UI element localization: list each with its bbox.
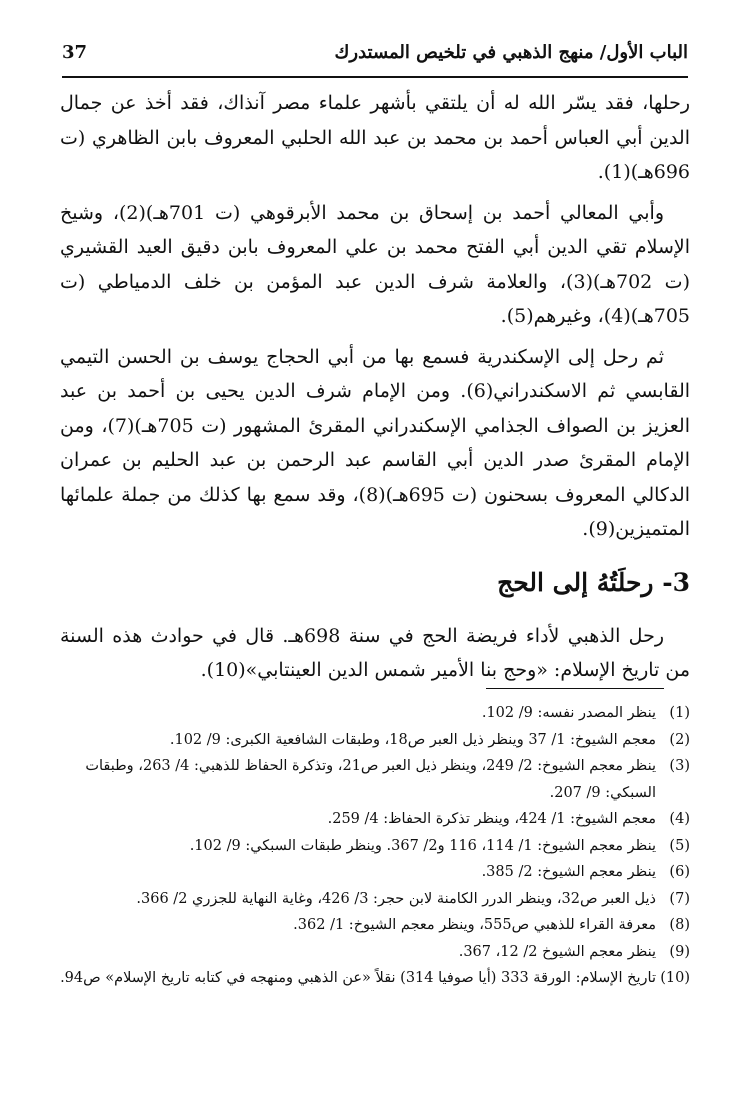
footnote-number: (10): [660, 970, 690, 986]
footnote-text: معجم الشيوخ: 1/ 424، وينظر تذكرة الحفاظ: 4/ 259.: [327, 811, 656, 827]
footnote-number: (6): [669, 864, 690, 880]
footnote-item: [60, 727, 690, 754]
footnote-text: معرفة القراء للذهبي ص555، وينظر معجم الشيوخ: 1/ 362.: [293, 917, 656, 933]
footnote-text: ينظر معجم الشيوخ: 2/ 249، وينظر ذيل العبر ص21، وتذكرة الحفاظ للذهبي: 4/ 263، وطبقات السبكي: 9/ 207.: [85, 758, 656, 801]
footnote-item: [60, 965, 690, 992]
footnote-item: [60, 806, 690, 833]
footnote-item: [60, 833, 690, 860]
footnotes: [60, 700, 690, 992]
footnote-number: (1): [669, 705, 690, 721]
footnote-text: تاريخ الإسلام: الورقة 333 (أيا صوفيا 314) نقلاً «عن الذهبي ومنهجه في كتابه تاريخ الإسلام» ص94.: [60, 970, 656, 986]
footnote-text: ينظر معجم الشيوخ: 2/ 385.: [481, 864, 656, 880]
footnote-number: (8): [669, 917, 690, 933]
footnote-item: [60, 886, 690, 913]
running-title: الباب الأول/ منهج الذهبي في تلخيص المستدرك: [334, 42, 688, 63]
paragraph-3: ثم رحل إلى الإسكندرية فسمع بها من أبي الحجاج يوسف بن الحسن التيمي القابسي ثم الاسكندراني(6). ومن الإمام شرف الدين يحيى بن أحمد بن عبد العزيز بن الصواف الجذامي الإسكندراني المقرئ المشهور (ت 705هـ)(7)، ومن الإمام المقرئ صدر الدين أبي القاسم عبد الرحمن بن عبد الحليم بن عمران الدكالي المعروف بسحنون (ت 695هـ)(8)، وقد سمع بها كذلك من جملة علمائها المتميزين(9).: [60, 345, 691, 540]
footnote-item: [60, 939, 690, 966]
section-heading: 3- رحلَتُهُ إلى الحج: [497, 567, 690, 597]
section-paragraph: رحل الذهبي لأداء فريضة الحج في سنة 698هـ. قال في حوادث هذه السنة من تاريخ الإسلام: «وحج بنا الأمير شمس الدين العينتابي»(10).: [60, 624, 690, 681]
main-text: [60, 86, 690, 694]
footnote-number: (5): [669, 837, 690, 854]
footnote-number: (2): [669, 731, 690, 748]
footnote-number: (3): [669, 758, 690, 774]
page-header: [62, 40, 688, 74]
footnote-number: (4): [669, 811, 690, 827]
footnote-separator: [486, 688, 664, 689]
footnote-text: ذيل العبر ص32، وينظر الدرر الكامنة لابن حجر: 3/ 426، وغاية النهاية للجزري 2/ 366.: [136, 890, 656, 907]
footnote-item: [60, 912, 690, 939]
footnote-number: (7): [669, 890, 690, 907]
paragraph-1: رحلها، فقد يسّر الله له أن يلتقي بأشهر علماء مصر آنذاك، فقد أخذ عن جمال الدين أبي العباس أحمد بن محمد بن عبد الله الحلبي المعروف بابن الظاهري (ت 696هـ)(1).: [60, 92, 690, 183]
header-rule: [62, 76, 688, 78]
footnote-text: ينظر معجم الشيوخ: 1/ 114، 116 و2/ 367. وينظر طبقات السبكي: 9/ 102.: [189, 837, 656, 854]
paragraph-2: وأبي المعالي أحمد بن إسحاق بن محمد الأبرقوهي (ت 701هـ)(2)، وشيخ الإسلام تقي الدين أبي الفتح محمد بن علي المعروف بابن دقيق العيد القشيري (ت 702هـ)(3)، والعلامة شرف الدين عبد المؤمن بن خلف الدمياطي (ت 705هـ)(4)، وغيرهم(5).: [60, 201, 690, 327]
footnote-item: [60, 859, 690, 886]
footnote-number: (9): [669, 943, 690, 960]
page-number: 37: [62, 42, 88, 63]
footnote-text: ينظر المصدر نفسه: 9/ 102.: [481, 705, 656, 721]
footnote-text: ينظر معجم الشيوخ 2/ 12، 367.: [458, 943, 656, 960]
footnote-text: معجم الشيوخ: 1/ 37 وينظر ذيل العبر ص18، وطبقات الشافعية الكبرى: 9/ 102.: [169, 731, 656, 748]
footnote-item: [60, 700, 690, 727]
footnote-item: [60, 753, 690, 806]
